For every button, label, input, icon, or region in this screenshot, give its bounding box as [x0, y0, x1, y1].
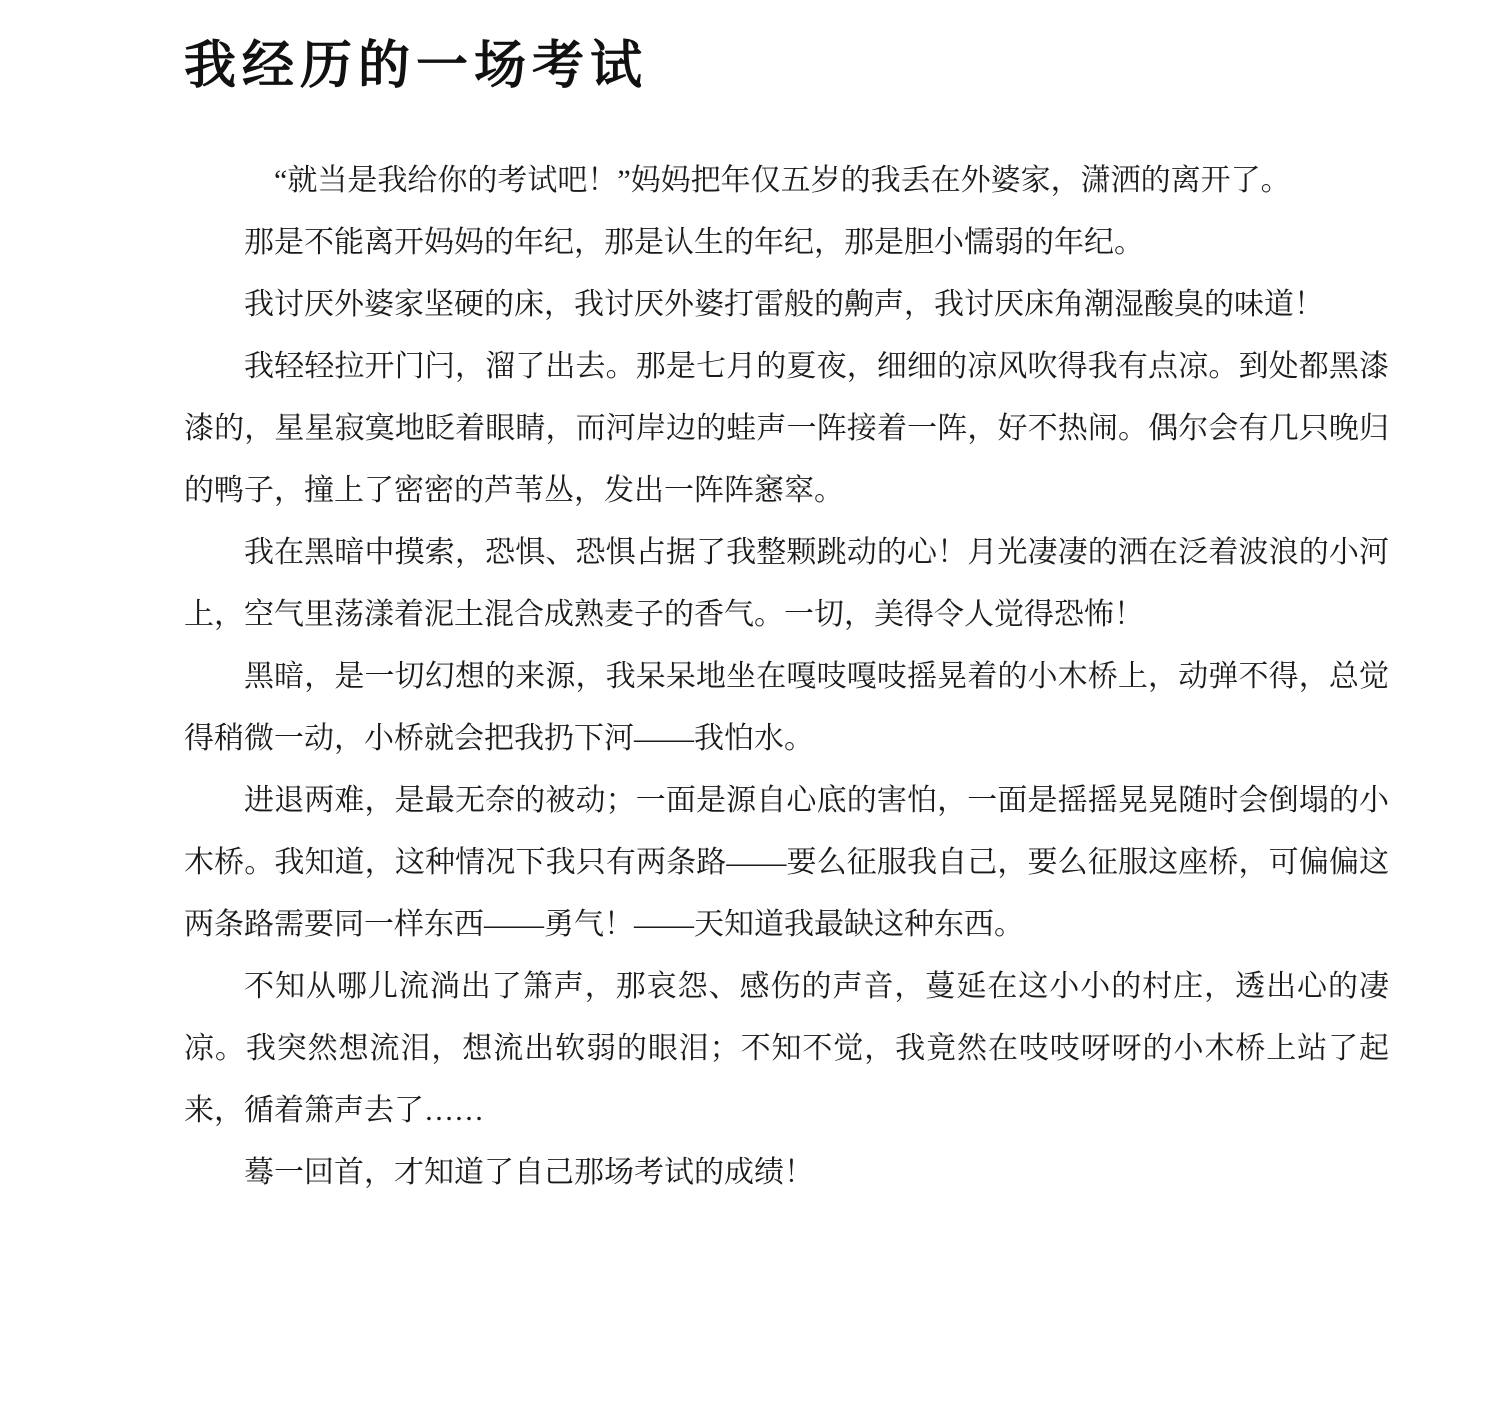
paragraph: 进退两难，是最无奈的被动；一面是源自心底的害怕，一面是摇摇晃晃随时会倒塌的小木桥。我知道，这种情况下我只有两条路——要么征服我自己，要么征服这座桥，可偏偏这两条路需要同一样东西——勇气！——天知道我最缺这种东西。: [184, 784, 1389, 942]
document-title: 我经历的一场考试: [184, 38, 649, 95]
document-body: [184, 150, 1389, 1204]
paragraph: 我在黑暗中摸索，恐惧、恐惧占据了我整颗跳动的心！月光凄凄的洒在泛着波浪的小河上，空气里荡漾着泥土混合成熟麦子的香气。一切，美得令人觉得恐怖！: [184, 536, 1389, 632]
paragraph: 蓦一回首，才知道了自己那场考试的成绩！: [244, 1156, 814, 1190]
paragraph: 我轻轻拉开门闩，溜了出去。那是七月的夏夜，细细的凉风吹得我有点凉。到处都黑漆漆的，星星寂寞地眨着眼睛，而河岸边的蛙声一阵接着一阵，好不热闹。偶尔会有几只晚归的鸭子，撞上了密密的芦苇丛，发出一阵阵窸窣。: [184, 350, 1389, 508]
paragraph: “就当是我给你的考试吧！”妈妈把年仅五岁的我丢在外婆家，潇洒的离开了。: [274, 164, 1291, 198]
paragraph: 黑暗，是一切幻想的来源，我呆呆地坐在嘎吱嘎吱摇晃着的小木桥上，动弹不得，总觉得稍微一动，小桥就会把我扔下河——我怕水。: [184, 660, 1389, 756]
paragraph: 那是不能离开妈妈的年纪，那是认生的年纪，那是胆小懦弱的年纪。: [244, 226, 1144, 260]
paragraph: 我讨厌外婆家坚硬的床，我讨厌外婆打雷般的齁声，我讨厌床角潮湿酸臭的味道！: [244, 288, 1324, 322]
paragraph: 不知从哪儿流淌出了箫声，那哀怨、感伤的声音，蔓延在这小小的村庄，透出心的凄凉。我突然想流泪，想流出软弱的眼泪；不知不觉，我竟然在吱吱呀呀的小木桥上站了起来，循着箫声去了……: [184, 970, 1389, 1128]
